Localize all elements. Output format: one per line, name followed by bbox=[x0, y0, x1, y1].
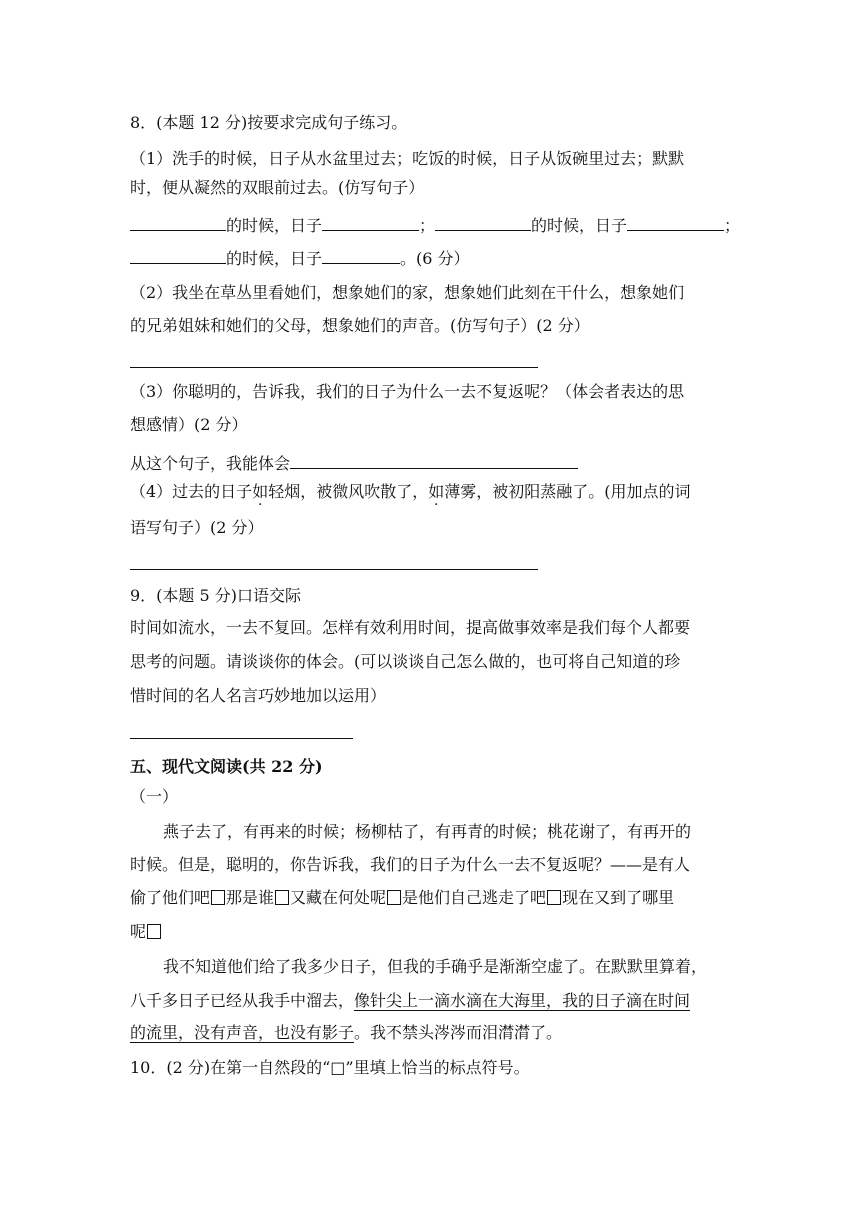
text-run: 八千多日子已经从我手中溜去， bbox=[130, 991, 355, 1010]
answer-blank[interactable] bbox=[130, 213, 226, 231]
reading-para2-line1: 我不知道他们给了我多少日子，但我的手确乎是渐渐空虚了。在默默里算着， bbox=[163, 957, 708, 976]
punctuation-box[interactable] bbox=[547, 890, 561, 905]
q9-line2: 思考的问题。请谈谈你的体会。(可以谈谈自己怎么做的，也可将自己知道的珍 bbox=[130, 652, 681, 671]
fill-text: 的时候，日子 bbox=[226, 249, 323, 268]
q8-part3-line2: 想感情）(2 分） bbox=[130, 415, 248, 434]
text-run: 又藏在何处呢 bbox=[290, 888, 387, 907]
text-run: 是他们自己逃走了吧 bbox=[402, 888, 547, 907]
answer-blank[interactable] bbox=[130, 246, 226, 264]
answer-line[interactable] bbox=[130, 367, 538, 368]
dotted-word: 如 bbox=[252, 482, 269, 501]
q9-line3: 惜时间的名人名言巧妙地加以运用） bbox=[130, 686, 387, 705]
reading-para1-line2: 时候。但是，聪明的，你告诉我，我们的日子为什么一去不复返呢？——是有人 bbox=[130, 855, 691, 874]
q8-part3-answer bbox=[130, 451, 578, 475]
q8-part3-line1: （3）你聪明的，告诉我，我们的日子为什么一去不复返呢？（体会者表达的思 bbox=[130, 382, 685, 401]
punctuation-box[interactable] bbox=[211, 890, 225, 905]
q10-text: 10．(2 分)在第一自然段的“□”里填上恰当的标点符号。 bbox=[130, 1058, 530, 1077]
reading-para2-line2 bbox=[130, 990, 690, 1012]
text-run: 现在又到了哪里 bbox=[562, 888, 675, 907]
q9-line1: 时间如流水，一去不复回。怎样有效利用时间，提高做事效率是我们每个人都要 bbox=[130, 618, 691, 637]
text-run: 轻烟，被微风吹散了， bbox=[268, 482, 429, 501]
section-title: 五、现代文阅读(共 22 分) bbox=[130, 757, 323, 776]
reading-para2-line3 bbox=[130, 1022, 562, 1044]
fill-text: 的时候，日子 bbox=[226, 216, 323, 235]
answer-blank[interactable] bbox=[290, 451, 578, 469]
section-subtitle: （一） bbox=[130, 787, 179, 806]
reading-para1-line3 bbox=[130, 887, 674, 909]
q8-part2-line2: 的兄弟姐妹和她们的父母，想象她们的声音。(仿写句子）(2 分） bbox=[130, 316, 590, 335]
q8-heading: 8．(本题 12 分)按要求完成句子练习。 bbox=[130, 113, 408, 132]
text-run: 那是谁 bbox=[226, 888, 275, 907]
text-run: （4）过去的日子 bbox=[130, 482, 253, 501]
answer-blank[interactable] bbox=[322, 246, 400, 264]
text-run: 薄雾，被初阳蒸融了。(用加点的词 bbox=[444, 482, 691, 501]
q9-heading: 9．(本题 5 分)口语交际 bbox=[130, 586, 302, 605]
punctuation-box[interactable] bbox=[275, 890, 289, 905]
q8-part2-line1: （2）我坐在草丛里看她们，想象她们的家，想象她们此刻在干什么，想象她们 bbox=[130, 283, 685, 302]
reading-para1-line4 bbox=[130, 921, 162, 943]
dotted-word: 如 bbox=[428, 482, 445, 501]
punctuation-box[interactable] bbox=[147, 924, 161, 939]
q8-part1-fill-line1 bbox=[130, 213, 740, 237]
answer-line[interactable] bbox=[130, 569, 538, 570]
fill-text: ； bbox=[724, 216, 741, 235]
reading-para1-line1: 燕子去了，有再来的时候；杨柳枯了，有再青的时候；桃花谢了，有再开的 bbox=[163, 822, 692, 841]
text-run: 呢 bbox=[130, 922, 147, 941]
q8-part4-line2: 语写句子）(2 分） bbox=[130, 518, 264, 537]
fill-text: ； bbox=[419, 216, 436, 235]
punctuation-box[interactable] bbox=[387, 890, 401, 905]
underlined-sentence: 的流里，没有声音，也没有影子 bbox=[130, 1023, 355, 1042]
text-run: 。我不禁头涔涔而泪潸潸了。 bbox=[354, 1023, 563, 1042]
q8-part1-fill-line2 bbox=[130, 246, 470, 270]
q8-part4-line1 bbox=[130, 481, 690, 503]
answer-blank[interactable] bbox=[627, 213, 724, 231]
q8-part1-line2: 时，便从凝然的双眼前过去。(仿写句子） bbox=[130, 178, 425, 197]
answer-line[interactable] bbox=[130, 738, 353, 739]
fill-text: 的时候，日子 bbox=[531, 216, 628, 235]
answer-blank[interactable] bbox=[435, 213, 531, 231]
answer-prefix: 从这个句子，我能体会 bbox=[130, 454, 291, 473]
underlined-sentence: 像针尖上一滴水滴在大海里，我的日子滴在时间 bbox=[354, 991, 691, 1010]
q8-part1-line1: （1）洗手的时候，日子从水盆里过去；吃饭的时候，日子从饭碗里过去；默默 bbox=[130, 149, 685, 168]
text-run: 偷了他们吧 bbox=[130, 888, 211, 907]
answer-blank[interactable] bbox=[322, 213, 419, 231]
fill-text: 。(6 分） bbox=[400, 249, 470, 268]
